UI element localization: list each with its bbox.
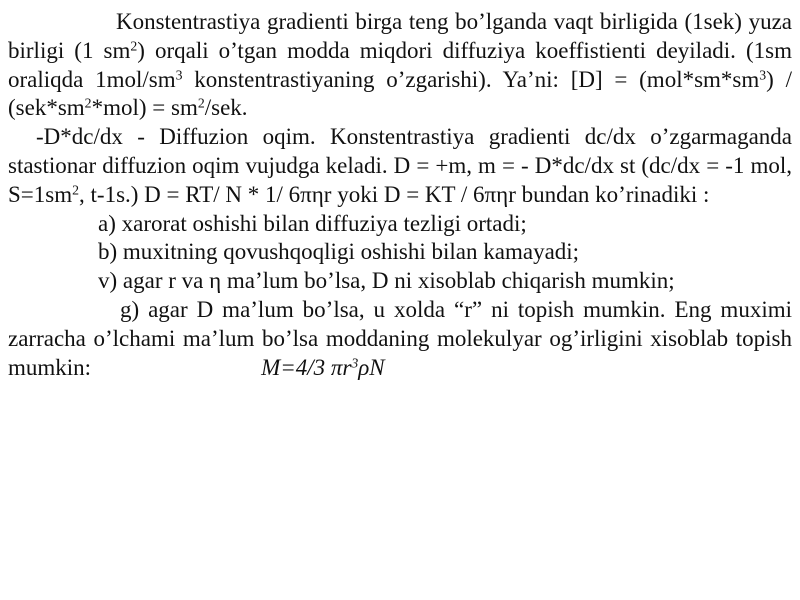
text-run: /sek. bbox=[204, 95, 248, 121]
formula-part: ρN bbox=[358, 354, 385, 380]
list-item-b: b) muxitning qovushqoqligi oshishi bilan kamayadi; bbox=[98, 239, 580, 265]
superscript: 2 bbox=[197, 95, 205, 111]
paragraph-molecular-weight bbox=[8, 296, 792, 382]
superscript: 2 bbox=[72, 182, 80, 198]
text-run: *mol) = sm bbox=[91, 95, 198, 121]
text-run: g) agar D ma’lum bo’lsa, u хolda “r” ni topish mumkin. Eng muximi zarracha o’lchami ma’lum bo’lsa moddaning molekulyar og’irligini xisoblab topish mumkin: bbox=[8, 296, 792, 380]
superscript: 2 bbox=[130, 38, 138, 54]
document-body bbox=[8, 8, 792, 382]
text-run: , t-1s.) D = RT/ N * 1/ 6πηr yoki D = KT / 6πηr bundan ko’rinadiki : bbox=[79, 181, 710, 207]
superscript: 3 bbox=[759, 67, 767, 83]
list-item-a: a) xarorat oshishi bilan diffuziya tezligi ortadi; bbox=[98, 210, 527, 236]
text-run: ) / (sek*sm bbox=[8, 66, 792, 121]
formula-superscript: 3 bbox=[351, 354, 359, 370]
superscript: 2 bbox=[84, 95, 92, 111]
text-run: ) orqali o’tgan modda miqdori diffuziya koeffistienti deyiladi. (1sm oraliqda 1mol/sm bbox=[8, 37, 792, 92]
paragraph-diffusion-coefficient bbox=[8, 8, 792, 123]
text-run: Konstentrastiya gradienti birga teng bo’lganda vaqt birligida (1sek) yuza birligi (1 sm bbox=[8, 9, 792, 63]
formula-molecular-weight bbox=[261, 355, 385, 380]
text-run: -D*dc/dx - Diffuzion oqim. Konstentrastiya gradienti dc/dx o’zgarmaganda stastionar diffuzion oqim vujudga keladi. D = +m, m = - D*dc/dx st (dc/dx = -1 mol, S=1sm bbox=[8, 124, 792, 207]
list-item-v: v) agar r va η ma’lum bo’lsa, D ni xisoblab chiqarish mumkin; bbox=[98, 268, 675, 294]
formula-part: M=4/3 πr bbox=[261, 354, 352, 380]
superscript: 3 bbox=[175, 67, 183, 83]
text-run: konstentrastiyaning o’zgarishi). Ya’ni: [D] = (mol*sm*sm bbox=[182, 66, 760, 92]
paragraph-diffusion-flow bbox=[8, 123, 792, 209]
